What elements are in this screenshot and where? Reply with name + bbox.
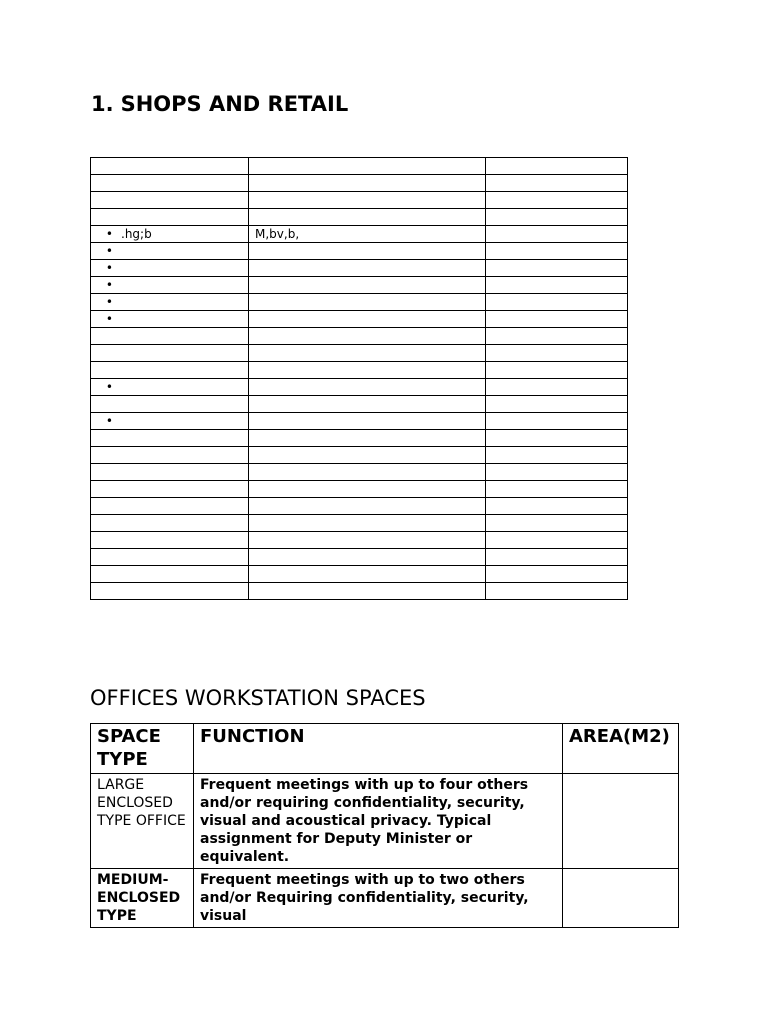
retail-cell-col1 <box>91 583 249 600</box>
function-cell <box>194 869 563 928</box>
area-cell <box>563 774 679 869</box>
table-row <box>91 583 628 600</box>
table-row <box>91 396 628 413</box>
retail-cell-col3 <box>486 260 628 277</box>
retail-cell-col2 <box>249 311 486 328</box>
bullet-marker: • <box>105 227 113 241</box>
function-text: Frequent meetings with up to four others and/or requiring confidentiality, security, visual and acoustical privacy. Typical assignment for Deputy Minister or equivalent. <box>200 777 529 865</box>
offices-header-row <box>91 724 679 774</box>
table-row <box>91 379 628 396</box>
retail-cell-col2 <box>249 209 486 226</box>
space-type-cell <box>91 869 194 928</box>
retail-cell-col2 <box>249 447 486 464</box>
retail-cell-col3 <box>486 481 628 498</box>
bullet-marker: • <box>105 244 113 258</box>
retail-cell-col2 <box>249 226 486 243</box>
table-row <box>91 243 628 260</box>
header-space-type: SPACE TYPE <box>91 724 194 774</box>
table-row <box>91 294 628 311</box>
retail-table-body <box>91 158 628 600</box>
retail-cell-col2 <box>249 379 486 396</box>
header-area: AREA(M2) <box>563 724 679 774</box>
table-row <box>91 277 628 294</box>
section-heading-shops-retail <box>91 92 348 116</box>
retail-cell-col3 <box>486 243 628 260</box>
retail-cell-col3 <box>486 311 628 328</box>
bullet-marker: • <box>105 414 113 428</box>
retail-cell-col3 <box>486 532 628 549</box>
retail-cell-col3 <box>486 158 628 175</box>
retail-cell-col1 <box>91 328 249 345</box>
table-row <box>91 549 628 566</box>
retail-cell-col3 <box>486 464 628 481</box>
retail-cell-col2 <box>249 481 486 498</box>
retail-cell-col2 <box>249 243 486 260</box>
retail-cell-col2 <box>249 277 486 294</box>
retail-cell-col2 <box>249 464 486 481</box>
retail-cell-col1 <box>91 175 249 192</box>
retail-cell-col2 <box>249 192 486 209</box>
retail-cell-col3 <box>486 413 628 430</box>
table-row <box>91 345 628 362</box>
retail-cell-col3 <box>486 328 628 345</box>
table-row <box>91 498 628 515</box>
bullet-marker: • <box>105 295 113 309</box>
retail-cell-text: M,bv,b, <box>255 227 300 241</box>
retail-cell-col1 <box>91 158 249 175</box>
table-row <box>91 175 628 192</box>
table-row <box>91 362 628 379</box>
offices-table <box>90 723 679 928</box>
table-row <box>91 158 628 175</box>
retail-cell-col1 <box>91 481 249 498</box>
retail-cell-col3 <box>486 515 628 532</box>
retail-cell-col1 <box>91 396 249 413</box>
retail-cell-col3 <box>486 226 628 243</box>
bullet-marker: • <box>105 261 113 275</box>
retail-cell-col2 <box>249 515 486 532</box>
area-cell <box>563 869 679 928</box>
retail-cell-col3 <box>486 447 628 464</box>
retail-cell-col1 <box>91 362 249 379</box>
retail-cell-col2 <box>249 328 486 345</box>
table-row <box>91 311 628 328</box>
bullet-marker: • <box>105 278 113 292</box>
section-title: SHOPS AND RETAIL <box>120 92 349 116</box>
retail-cell-col3 <box>486 566 628 583</box>
header-function: FUNCTION <box>194 724 563 774</box>
retail-cell-text: .hg;b <box>121 227 152 241</box>
retail-cell-col1 <box>91 498 249 515</box>
table-row <box>91 566 628 583</box>
retail-cell-col1 <box>91 532 249 549</box>
retail-cell-col1 <box>91 243 249 260</box>
retail-cell-col2 <box>249 175 486 192</box>
retail-cell-col1 <box>91 277 249 294</box>
retail-cell-col2 <box>249 396 486 413</box>
table-row <box>91 430 628 447</box>
retail-cell-col3 <box>486 362 628 379</box>
retail-cell-col3 <box>486 294 628 311</box>
retail-cell-col3 <box>486 277 628 294</box>
retail-table <box>90 157 628 600</box>
table-row <box>91 869 679 928</box>
retail-cell-col3 <box>486 345 628 362</box>
retail-cell-col3 <box>486 192 628 209</box>
retail-cell-col3 <box>486 583 628 600</box>
retail-cell-col1 <box>91 311 249 328</box>
retail-cell-col2 <box>249 158 486 175</box>
table-row <box>91 413 628 430</box>
retail-cell-col2 <box>249 362 486 379</box>
space-type-label: LARGE ENCLOSED TYPE OFFICE <box>97 777 186 829</box>
retail-cell-col1 <box>91 379 249 396</box>
retail-cell-col1 <box>91 192 249 209</box>
retail-cell-col2 <box>249 566 486 583</box>
retail-cell-col1 <box>91 209 249 226</box>
retail-cell-col1 <box>91 464 249 481</box>
retail-cell-col3 <box>486 430 628 447</box>
retail-cell-col2 <box>249 294 486 311</box>
bullet-marker: • <box>105 312 113 326</box>
table-row <box>91 515 628 532</box>
table-row <box>91 774 679 869</box>
retail-cell-col1 <box>91 549 249 566</box>
retail-cell-col1 <box>91 345 249 362</box>
retail-cell-col1 <box>91 515 249 532</box>
retail-cell-col1 <box>91 260 249 277</box>
retail-cell-col1 <box>91 447 249 464</box>
retail-cell-col2 <box>249 260 486 277</box>
retail-cell-col2 <box>249 549 486 566</box>
table-row <box>91 481 628 498</box>
retail-cell-col3 <box>486 175 628 192</box>
section-heading-offices: OFFICES WORKSTATION SPACES <box>90 686 426 710</box>
table-row <box>91 209 628 226</box>
table-row <box>91 226 628 243</box>
retail-cell-col1 <box>91 430 249 447</box>
table-row <box>91 328 628 345</box>
retail-cell-col3 <box>486 379 628 396</box>
retail-cell-col2 <box>249 498 486 515</box>
space-type-label: MEDIUM-ENCLOSED TYPE <box>97 872 181 924</box>
retail-cell-col1 <box>91 226 249 243</box>
retail-cell-col3 <box>486 209 628 226</box>
retail-cell-col3 <box>486 549 628 566</box>
bullet-marker: • <box>105 380 113 394</box>
table-row <box>91 464 628 481</box>
function-text: Frequent meetings with up to two others and/or Requiring confidentiality, security, visual <box>200 872 529 924</box>
retail-cell-col1 <box>91 413 249 430</box>
retail-cell-col1 <box>91 294 249 311</box>
retail-cell-col2 <box>249 413 486 430</box>
retail-cell-col3 <box>486 498 628 515</box>
table-row <box>91 447 628 464</box>
retail-cell-col2 <box>249 345 486 362</box>
retail-cell-col2 <box>249 532 486 549</box>
section-number: 1. <box>91 92 114 116</box>
table-row <box>91 192 628 209</box>
function-cell <box>194 774 563 869</box>
table-row <box>91 532 628 549</box>
retail-cell-col3 <box>486 396 628 413</box>
retail-cell-col2 <box>249 430 486 447</box>
table-row <box>91 260 628 277</box>
retail-cell-col2 <box>249 583 486 600</box>
space-type-cell <box>91 774 194 869</box>
retail-cell-col1 <box>91 566 249 583</box>
